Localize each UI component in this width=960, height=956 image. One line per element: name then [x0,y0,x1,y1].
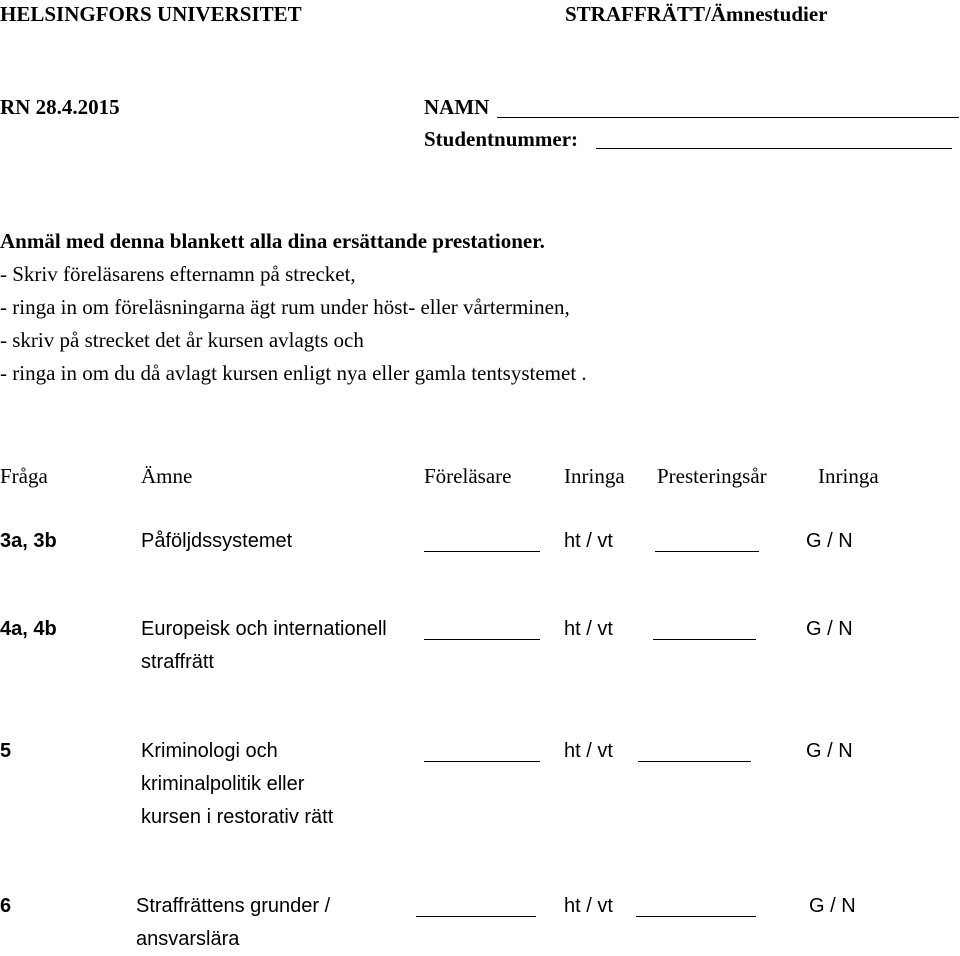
header-lecturer: Föreläsare [424,464,512,488]
year-field-line[interactable] [653,639,756,640]
instructions [0,225,587,390]
department-name: STRAFFRÄTT/Ämnestudier [565,2,828,26]
year-field-line[interactable] [638,761,751,762]
question-number: 3a, 3b [0,530,57,552]
instruction-intro: Anmäl med denna blankett alla dina ersättande prestationer. [0,229,545,253]
header-subject: Ämne [141,464,193,488]
header-term-circle: Inringa [564,464,625,488]
instruction-line: - skriv på strecket det år kursen avlagts och [0,328,364,352]
lecturer-field-line[interactable] [424,551,540,552]
lecturer-field-line[interactable] [424,639,540,640]
course-name: Europeisk och internationell straffrätt [141,618,387,673]
student-number-label: Studentnummer: [424,127,579,151]
course-name: Kriminologi och kriminalpolitik eller kursen i restorativ rätt [141,740,334,828]
system-choice[interactable]: G / N [806,740,853,762]
instruction-line: - ringa in om föreläsningarna ägt rum under höst- eller vårterminen, [0,295,570,319]
course-name: Påföljdssystemet [141,530,293,552]
system-choice[interactable]: G / N [806,618,853,640]
course-name: Straffrättens grunder / ansvarslära [136,895,331,950]
question-number: 5 [0,740,12,762]
year-field-line[interactable] [636,916,756,917]
header-question: Fråga [0,464,48,488]
term-choice[interactable]: ht / vt [564,895,613,917]
name-field-line[interactable] [497,117,959,118]
system-choice[interactable]: G / N [809,895,856,917]
lecturer-field-line[interactable] [424,761,540,762]
lecturer-field-line[interactable] [416,916,536,917]
document-reference: RN 28.4.2015 [0,95,120,119]
year-field-line[interactable] [655,551,759,552]
term-choice[interactable]: ht / vt [564,618,613,640]
term-choice[interactable]: ht / vt [564,740,613,762]
university-name: HELSINGFORS UNIVERSITET [0,2,302,26]
system-choice[interactable]: G / N [806,530,853,552]
question-number: 6 [0,895,12,917]
student-number-field-line[interactable] [596,148,952,149]
header-system-circle: Inringa [818,464,879,488]
name-label: NAMN [424,95,490,119]
question-number: 4a, 4b [0,618,57,640]
header-year: Presteringsår [657,464,767,488]
term-choice[interactable]: ht / vt [564,530,613,552]
instruction-line: - Skriv föreläsarens efternamn på strecket, [0,262,356,286]
instruction-line: - ringa in om du då avlagt kursen enligt nya eller gamla tentsystemet . [0,361,587,385]
